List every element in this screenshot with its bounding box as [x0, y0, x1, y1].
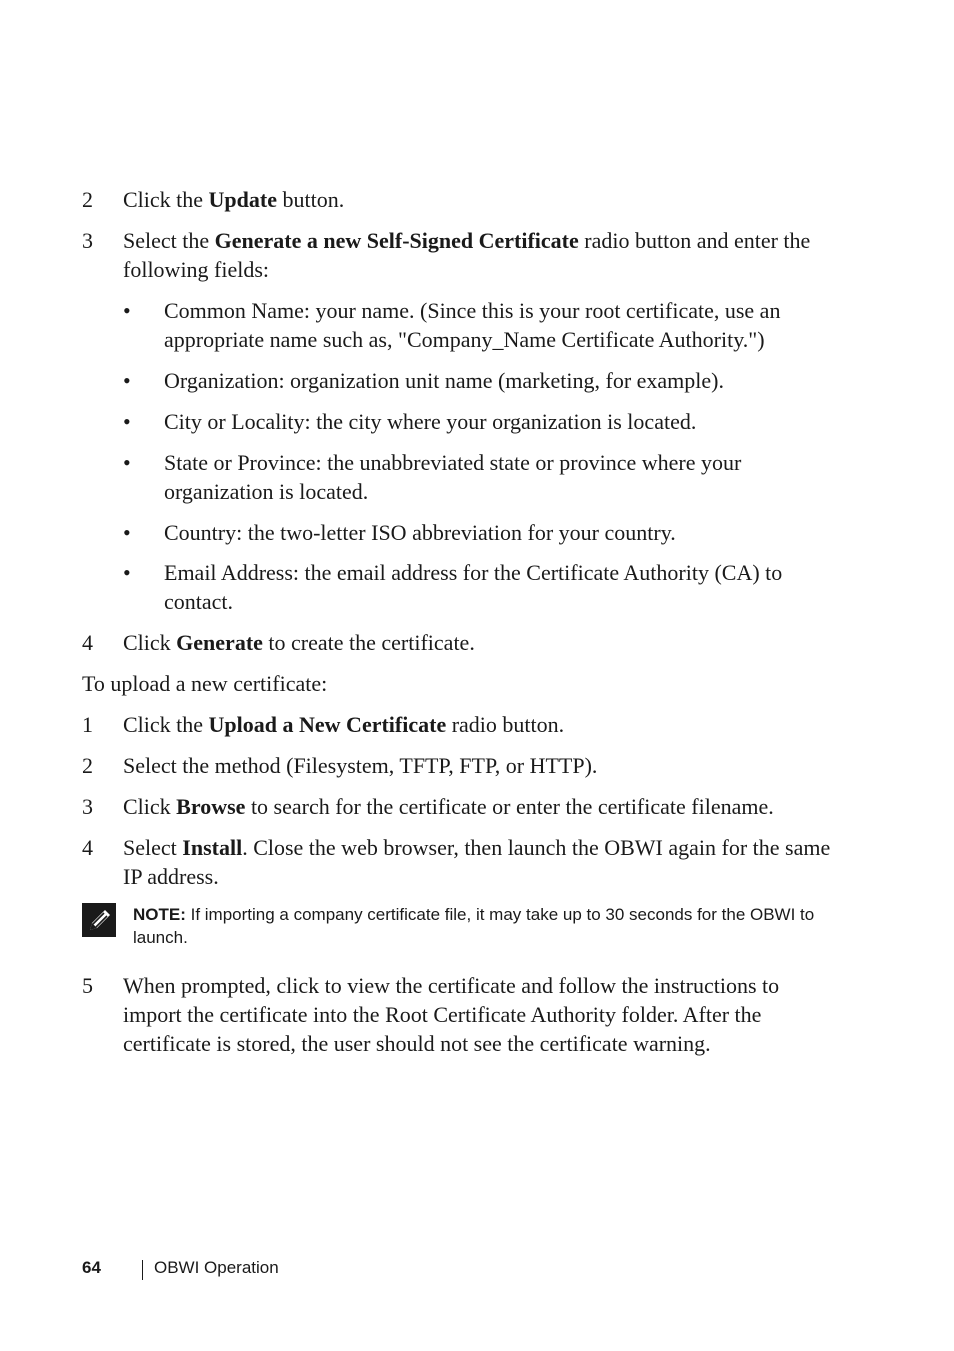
step-number: 3: [82, 794, 93, 819]
bullet-icon: •: [123, 520, 131, 545]
step-text: Click the Update button.: [123, 187, 345, 212]
page-footer: [0, 1258, 954, 1284]
bullet-text: Common Name: your name. (Since this is your root certificate, use an appropriate name such as, "Company_Name Certificate Authority."): [164, 298, 781, 352]
bullet-icon: •: [123, 560, 131, 585]
bold-term: Generate a new Self-Signed Certificate: [214, 228, 579, 253]
bullet-text: Email Address: the email address for the Certificate Authority (CA) to contact.: [164, 560, 783, 614]
bullet-text: State or Province: the unabbreviated state or province where your organization is located.: [164, 450, 742, 504]
bullet-text: Organization: organization unit name (marketing, for example).: [164, 368, 725, 393]
page-number: 64: [82, 1258, 101, 1277]
step-text: Click Generate to create the certificate.: [123, 630, 475, 655]
bullet-icon: •: [123, 298, 131, 323]
bold-term: Install: [182, 835, 243, 860]
step-text: Select Install. Close the web browser, then launch the OBWI again for the same IP address.: [123, 835, 831, 889]
pencil-note-icon: [82, 903, 116, 937]
step-number: 1: [82, 712, 93, 737]
step-text: Click the Upload a New Certificate radio button.: [123, 712, 565, 737]
footer-divider: [142, 1260, 143, 1280]
step-number: 3: [82, 228, 93, 253]
step-number: 2: [82, 187, 93, 212]
step-text: Select the method (Filesystem, TFTP, FTP, or HTTP).: [123, 753, 598, 778]
step-number: 4: [82, 835, 93, 860]
bullet-icon: •: [123, 368, 131, 393]
bullet-text: Country: the two-letter ISO abbreviation for your country.: [164, 520, 676, 545]
note-label: NOTE:: [133, 905, 186, 924]
bullet-icon: •: [123, 450, 131, 475]
bullet-text: City or Locality: the city where your organization is located.: [164, 409, 697, 434]
step-number: 2: [82, 753, 93, 778]
step-number: 5: [82, 973, 93, 998]
step-number: 4: [82, 630, 93, 655]
bullet-icon: •: [123, 409, 131, 434]
section-title: OBWI Operation: [154, 1258, 279, 1277]
intro-text: To upload a new certificate:: [82, 671, 328, 696]
note-box: [82, 903, 842, 953]
step-text: Click Browse to search for the certificate or enter the certificate filename.: [123, 794, 774, 819]
step-text: When prompted, click to view the certificate and follow the instructions to import the certificate into the Root Certificate Authority folder. After the certificate is stored, the user should not see the certificate warning.: [123, 973, 780, 1056]
bold-term: Browse: [176, 794, 246, 819]
bold-term: Generate: [176, 630, 263, 655]
note-text: NOTE: If importing a company certificate file, it may take up to 30 seconds for the OBWI to launch.: [133, 905, 815, 947]
bold-term: Update: [208, 187, 277, 212]
bold-term: Upload a New Certificate: [208, 712, 447, 737]
step-text: Select the Generate a new Self-Signed Certificate radio button and enter the following fields:: [123, 228, 811, 282]
